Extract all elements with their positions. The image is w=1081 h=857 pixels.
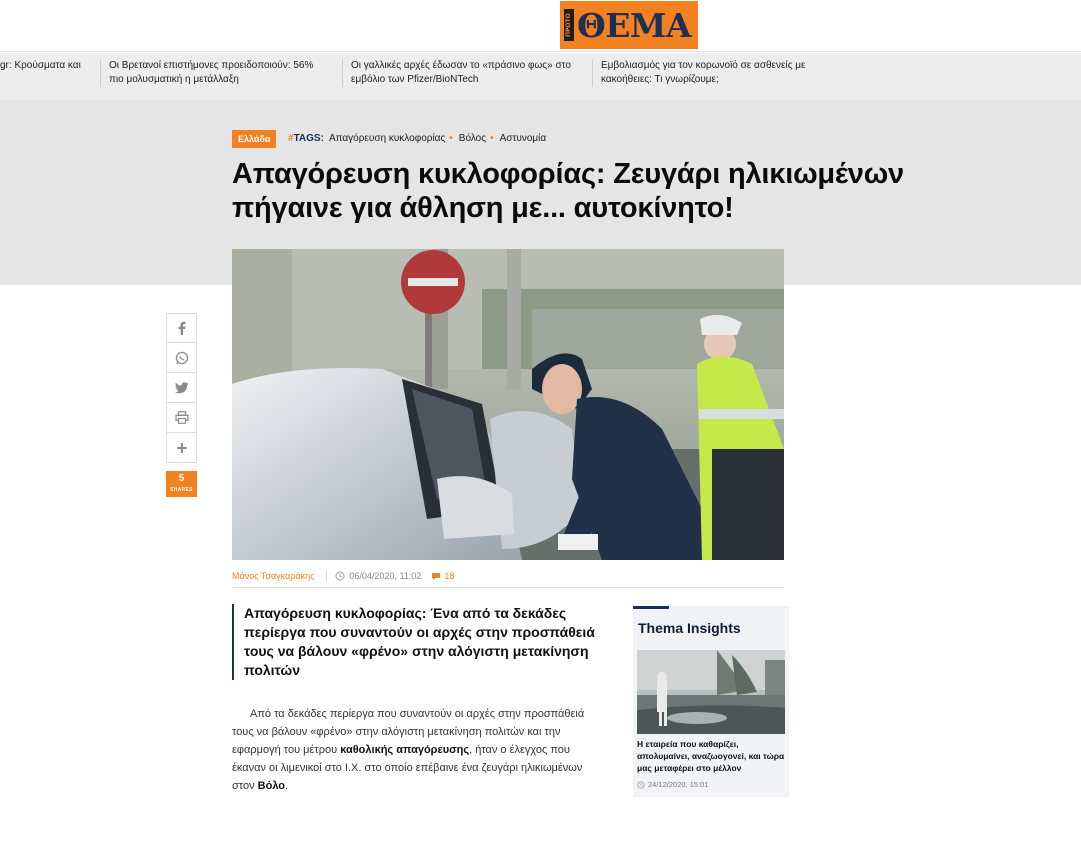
tag-separator: • — [490, 133, 494, 144]
ticker-item[interactable]: gr: Κρούσματα και — [0, 60, 81, 71]
article-photo[interactable] — [232, 249, 784, 560]
tags-row — [288, 133, 550, 144]
comments-link[interactable] — [431, 571, 454, 581]
plus-icon — [176, 442, 188, 454]
body-bold-1: καθολικής απαγόρευσης — [340, 744, 470, 756]
share-whatsapp-button[interactable] — [166, 343, 197, 373]
article-meta — [232, 565, 784, 588]
comments-count: 18 — [444, 571, 455, 581]
body-text-3: . — [285, 780, 289, 792]
comment-icon — [431, 572, 441, 581]
twitter-icon — [175, 382, 189, 394]
category-badge[interactable]: Ελλάδα — [232, 130, 276, 148]
site-logo[interactable] — [560, 1, 698, 49]
title-line-1: Απαγόρευση κυκλοφορίας: Ζευγάρι ηλικιωμένων — [232, 158, 904, 190]
tag-separator: • — [449, 133, 453, 144]
share-count-label: SHARES — [170, 487, 193, 493]
article-lead: Απαγόρευση κυκλοφορίας: Ένα από τα δεκάδες περίεργα που συναντούν οι αρχές στην προσπάθειά τους να βάλουν «φρένο» στην αλόγιστη μετακίνηση πολιτών — [232, 604, 602, 680]
news-ticker — [0, 53, 1081, 100]
whatsapp-icon — [175, 351, 189, 365]
tag-link[interactable]: Βόλος — [458, 133, 487, 144]
insights-date-text: 24/12/2020, 15:01 — [648, 780, 709, 789]
tags-label — [288, 133, 324, 144]
share-twitter-button[interactable] — [166, 373, 197, 403]
article-title — [232, 157, 992, 225]
publish-date — [335, 571, 421, 581]
ticker-item[interactable]: Οι Βρετανοί επιστήμονες προειδοποιούν: 56% πιο μολυσματική η μετάλλαξη — [100, 59, 330, 87]
share-count-number: 5 — [178, 473, 185, 484]
insights-date — [637, 780, 708, 789]
publish-date-text: 06/04/2020, 11:02 — [349, 571, 422, 581]
article-body — [232, 705, 602, 795]
body-text-1: Από τα δεκάδες περίεργα που συναντούν οι αρχές στην προσπάθειά τους να βάλουν «φρένο» στην αλόγιστη μετακίνηση πολιτών και την εφαρμογή του μέτρου — [232, 708, 585, 756]
share-facebook-button[interactable] — [166, 313, 197, 343]
tags-hash: # — [288, 133, 294, 144]
meta-divider — [326, 570, 327, 582]
insights-headline[interactable]: Η εταιρεία που καθαρίζει, απολυμαίνει, αναζωογονεί, και τώρα μας μεταφέρει στο μέλλον — [637, 739, 785, 773]
tag-link[interactable]: Αστυνομία — [499, 133, 547, 144]
clock-icon — [637, 781, 645, 789]
facebook-icon — [176, 321, 188, 335]
print-button[interactable] — [166, 403, 197, 433]
ticker-item[interactable]: Οι γαλλικές αρχές έδωσαν το «πράσινο φως» στο εμβόλιο των Pfizer/BioNTech — [342, 59, 582, 87]
body-text-2: , ήταν ο έλεγχος που έκαναν οι λιμενικοί στο Ι.Χ. στο οποίο επέβαινε ένα ζευγάρι ηλικιωμένων στον — [232, 744, 583, 792]
more-share-button[interactable] — [166, 433, 197, 463]
print-icon — [175, 411, 189, 424]
clock-icon — [335, 571, 345, 581]
title-line-2: πήγαινε για άθληση με... αυτοκίνητο! — [232, 192, 734, 224]
ticker-item[interactable]: Εμβολιασμός για τον κορωνοϊό σε ασθενείς με κακοήθειες: Τι γνωρίζουμε; — [592, 59, 812, 87]
site-header — [0, 0, 1081, 52]
share-column — [166, 313, 197, 497]
author-link[interactable]: Μάνος Τσαγκαράκης — [232, 571, 315, 581]
insights-widget — [633, 606, 789, 797]
logo-prefix: ΠΡΩΤΟ — [564, 9, 574, 41]
share-count — [166, 471, 197, 497]
tags-label-text: TAGS: — [293, 133, 324, 144]
insights-title: Thema Insights — [638, 620, 741, 636]
insights-accent-bar — [633, 606, 669, 609]
body-bold-2: Βόλο — [257, 780, 286, 792]
insights-image[interactable] — [637, 650, 785, 734]
tag-link[interactable]: Απαγόρευση κυκλοφορίας — [328, 133, 446, 144]
logo-word: ΘΕΜΑ — [576, 5, 692, 45]
